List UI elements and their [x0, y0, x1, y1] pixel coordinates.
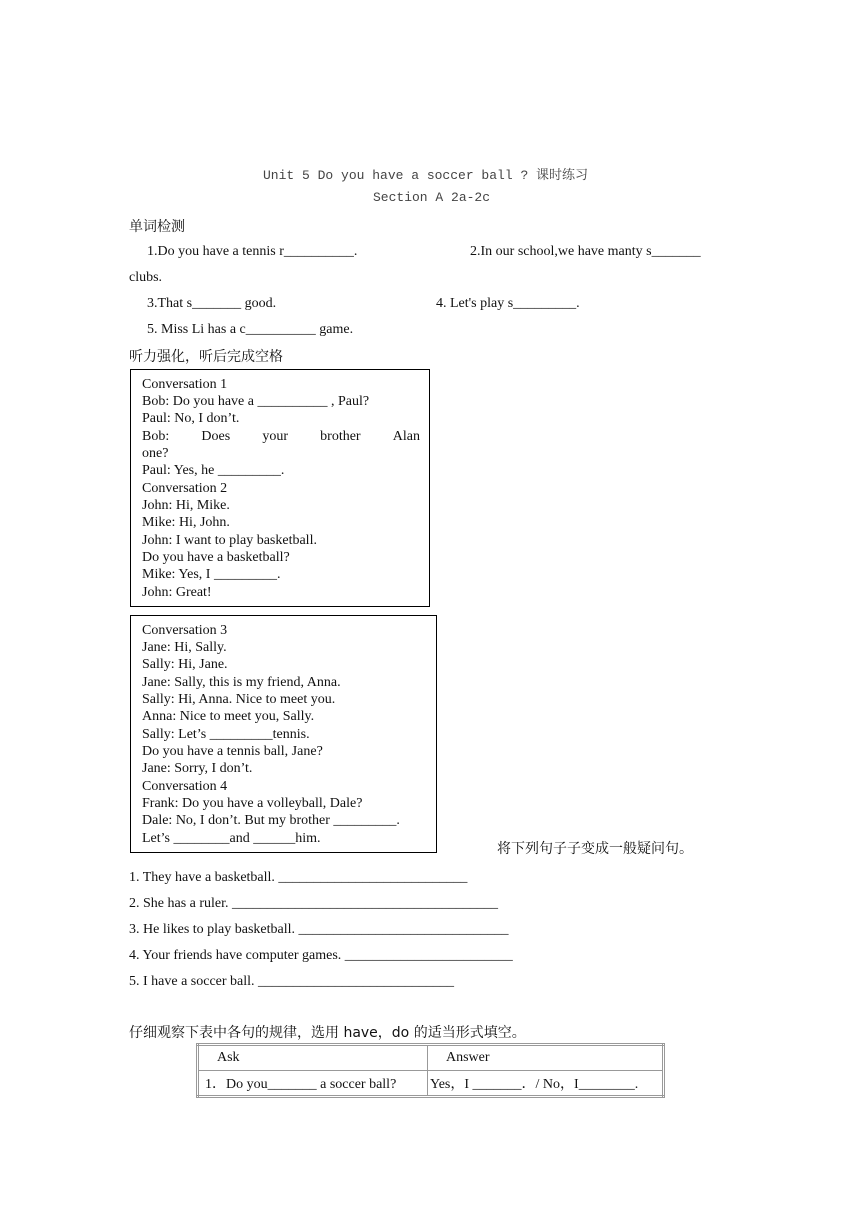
- table-row: [198, 1071, 664, 1097]
- dialogue-line: Paul: Yes, he _________.: [142, 463, 285, 478]
- column-header-ask: Ask: [198, 1045, 428, 1071]
- worksheet-subtitle: Section A 2a-2c: [373, 190, 491, 205]
- vocab-q2: 2.In our school,we have manty s_______: [470, 244, 701, 259]
- word: your: [262, 429, 288, 444]
- dialogue-line: Sally: Hi, Jane.: [142, 657, 228, 672]
- dialogue-line: Mike: Hi, John.: [142, 515, 230, 530]
- dialogue-line: Bob: Do you have a __________ , Paul?: [142, 394, 370, 409]
- dialogue-line: Sally: Let’s _________tennis.: [142, 727, 310, 742]
- dialogue-line: John: I want to play basketball.: [142, 533, 317, 548]
- dialogue-line: Paul: No, I don’t.: [142, 411, 240, 426]
- dialogue-line: Sally: Hi, Anna. Nice to meet you.: [142, 692, 336, 707]
- word: Does: [201, 429, 231, 444]
- table-heading: 仔细观察下表中各句的规律，选用 have，do 的适当形式填空。: [129, 1025, 526, 1041]
- have-do-table: [196, 1043, 665, 1098]
- vocab-q5: 5. Miss Li has a c__________ game.: [147, 322, 354, 337]
- vocab-q4: 4. Let's play s_________.: [436, 296, 580, 311]
- transform-q3: 3. He likes to play basketball. ______________________________: [129, 922, 509, 937]
- transform-heading: 将下列句子子变成一般疑问句。: [497, 841, 693, 857]
- dialogue-line: Anna: Nice to meet you, Sally.: [142, 709, 315, 724]
- conversation-3-title: Conversation 3: [142, 623, 228, 638]
- dialogue-line: Do you have a basketball?: [142, 550, 290, 565]
- word: brother: [320, 429, 361, 444]
- conversation-4-title: Conversation 4: [142, 779, 228, 794]
- dialogue-line: John: Hi, Mike.: [142, 498, 230, 513]
- transform-q2: 2. She has a ruler. ______________________________________: [129, 896, 499, 911]
- dialogue-line: John: Great!: [142, 585, 212, 600]
- transform-q1: 1. They have a basketball. ___________________________: [129, 870, 468, 885]
- worksheet-title: Unit 5 Do you have a soccer ball ? 课时练习: [263, 168, 589, 183]
- transform-q5: 5. I have a soccer ball. ____________________________: [129, 974, 455, 989]
- vocab-q3: 3.That s_______ good.: [147, 296, 277, 311]
- dialogue-line: one?: [142, 446, 169, 461]
- conversation-box-2: [130, 615, 437, 853]
- dialogue-line: Jane: Sorry, I don’t.: [142, 761, 253, 776]
- dialogue-line: Mike: Yes, I _________.: [142, 567, 281, 582]
- row1-answer-cell: Yes，I _______．/ No，I________.: [428, 1071, 664, 1097]
- word: Alan: [392, 429, 420, 444]
- dialogue-line: Dale: No, I don’t. But my brother _________.: [142, 813, 400, 828]
- dialogue-line: Jane: Hi, Sally.: [142, 640, 227, 655]
- dialogue-line: Frank: Do you have a volleyball, Dale?: [142, 796, 363, 811]
- transform-q4: 4. Your friends have computer games. ________________________: [129, 948, 513, 963]
- dialogue-line: Let’s ________and ______him.: [142, 831, 321, 846]
- dialogue-line: Jane: Sally, this is my friend, Anna.: [142, 675, 341, 690]
- vocab-q2-continuation: clubs.: [129, 270, 163, 285]
- word: Bob:: [142, 429, 170, 444]
- conversation-2-title: Conversation 2: [142, 481, 228, 496]
- vocab-heading: 单词检测: [129, 219, 185, 235]
- conversation-1-title: Conversation 1: [142, 377, 228, 392]
- row1-ask-cell: 1．Do you_______ a soccer ball?: [198, 1071, 428, 1097]
- vocab-q1: 1.Do you have a tennis r__________.: [147, 244, 358, 259]
- column-header-answer: Answer: [428, 1045, 664, 1071]
- conversation-box-1: [130, 369, 430, 607]
- listening-heading: 听力强化，听后完成空格: [129, 349, 283, 365]
- dialogue-line: Do you have a tennis ball, Jane?: [142, 744, 323, 759]
- dialogue-line-justified: [142, 429, 420, 445]
- table-header-row: [198, 1045, 664, 1071]
